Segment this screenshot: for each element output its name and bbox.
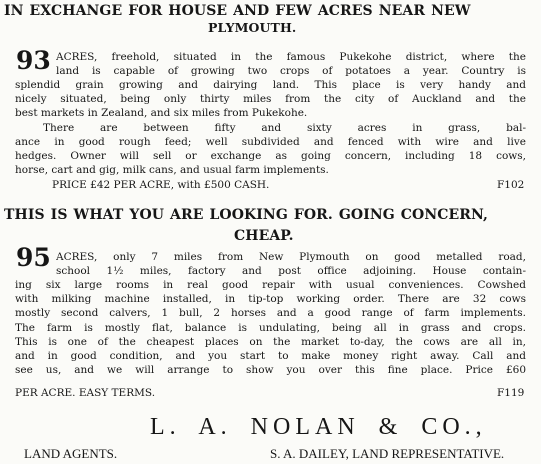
- footer-left: LAND AGENTS.: [24, 446, 118, 461]
- ad2-text-line: mostly second calvers, 1 bull, 2 horses and a good range of farm implements.: [15, 307, 526, 320]
- ad1-lot-number: 93: [16, 46, 51, 75]
- ad1-text-line: There are between fifty and sixty acres in grass, bal-: [43, 121, 526, 134]
- ad2-price: PER ACRE. EASY TERMS.: [15, 387, 156, 399]
- ad1-text-line: horse, cart and gig, milk cans, and usual farm implements.: [15, 164, 329, 177]
- ad1-text-line: ACRES, freehold, situated in the famous Pukekohe district, where the: [56, 51, 526, 63]
- ad1-text-line: land is capable of growing two crops of potatoes a year. Country is: [56, 65, 526, 78]
- ad2-text-line: and in good condition, and you start to make money right away. Call and: [15, 350, 526, 363]
- ad2-text-line: school 1½ miles, factory and post office adjoining. House contain-: [56, 265, 526, 278]
- ad1-price: PRICE £42 PER ACRE, with £500 CASH.: [52, 179, 270, 191]
- ad2-first-line: [56, 250, 526, 278]
- ad1-body: [15, 78, 526, 177]
- ad1-text-line: nicely situated, being only thirty miles from the city of Auckland and the: [15, 93, 526, 106]
- firm-name: L. A. NOLAN & CO.,: [150, 414, 487, 440]
- ad1-text-line: hedges. Owner will sell or exchange as going concern, including 18 cows,: [15, 150, 526, 163]
- ad1-heading-line1: IN EXCHANGE FOR HOUSE AND FEW ACRES NEAR NEW: [4, 3, 471, 19]
- ad2-heading-line2: CHEAP.: [234, 228, 294, 244]
- ad2-heading-line1: THIS IS WHAT YOU ARE LOOKING FOR. GOING CONCERN,: [4, 207, 488, 223]
- ad2-text-line: ing six large rooms in real good repair with usual conveniences. Cowshed: [15, 279, 526, 291]
- ad2-text-line: with milking machine installed, in tip-top working order. There are 32 cows: [15, 293, 526, 306]
- ad1-first-line: [56, 50, 526, 78]
- ad1-text-line: splendid grain growing and dairying land. This place is very handy and: [15, 79, 526, 91]
- ad2-reference: F119: [497, 387, 525, 399]
- ad1-text-line: ance in good rough feed; well subdivided and fenced with wire and live: [15, 135, 526, 148]
- ad2-text-line: This is one of the cheapest places on the market to-day, the cows are all in,: [15, 335, 526, 348]
- ad1-reference: F102: [497, 179, 525, 191]
- ad2-text-line: The farm is mostly flat, balance is undulating, being all in grass and crops.: [15, 321, 526, 334]
- ad2-text-line: see us, and we will arrange to show you over this fine place. Price £60: [15, 364, 526, 377]
- ad1-heading-line2: PLYMOUTH.: [208, 20, 297, 35]
- ad2-lot-number: 95: [16, 243, 51, 272]
- ad2-text-line: ACRES, only 7 miles from New Plymouth on good metalled road,: [56, 251, 526, 263]
- footer-right: S. A. DAILEY, LAND REPRESENTATIVE.: [270, 446, 505, 461]
- ad1-text-line: best markets in Zealand, and six miles from Pukekohe.: [15, 107, 308, 120]
- ad2-body: [15, 278, 526, 377]
